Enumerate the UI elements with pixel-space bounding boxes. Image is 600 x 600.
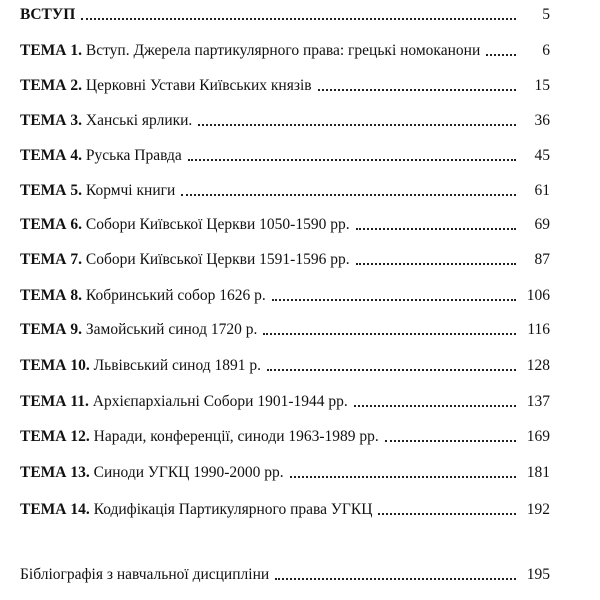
toc-leader-dots [275,578,516,580]
toc-topic-title: Замойський синод 1720 р. [85,321,258,338]
toc-entry-5 [20,178,550,200]
toc-leader-dots [81,18,516,20]
toc-topic-number: ТЕМА 1. [20,42,82,59]
toc-topic-number: ТЕМА 7. [20,251,82,268]
toc-topic-title: Львівський синод 1891 р. [93,357,262,374]
toc-topic-number: ТЕМА 8. [20,287,82,304]
toc-page-number: 5 [542,6,550,23]
toc-entry-10 [20,353,550,375]
toc-topic-title: Собори Київської Церкви 1591-1596 рр. [85,251,350,268]
toc-topic-title: Кобринський собор 1626 р. [85,287,266,304]
toc-page-number: 181 [526,464,550,481]
toc-leader-dots [181,194,516,196]
toc-topic-number: ТЕМА 6. [20,216,82,233]
toc-page-number: 137 [526,393,550,410]
toc-leader-dots [486,54,516,56]
toc-entry-11 [20,389,550,411]
toc-topic-number: ТЕМА 14. [20,501,90,518]
toc-entry-7 [20,247,550,269]
toc-entry-4 [20,143,550,165]
toc-leader-dots [318,89,516,91]
toc-entry-13 [20,460,550,482]
toc-leader-dots [198,124,516,126]
toc-page-number: 15 [534,77,550,94]
toc-page-number: 36 [534,112,550,129]
toc-page-number: 6 [542,42,550,59]
toc-entry-8 [20,283,550,305]
toc-topic-title: Кормчі книги [85,182,176,199]
toc-leader-dots [272,299,516,301]
toc-topic-number: ТЕМА 4. [20,147,82,164]
toc-topic-number: ТЕМА 3. [20,112,82,129]
toc-topic-title: Вступ. Джерела партикулярного права: грецькі номоканони [85,42,481,59]
toc-entry-12 [20,424,550,446]
toc-leader-dots [263,333,516,335]
toc-entry-6 [20,212,550,234]
toc-page-number: 61 [534,182,550,199]
toc-leader-dots [290,476,516,478]
toc-topic-title: Синоди УГКЦ 1990-2000 рр. [93,464,284,481]
toc-topic-title: Церковні Устави Київських князів [85,77,312,94]
toc-leader-dots [356,263,516,265]
toc-bibliography-label: Бібліографія з навчальної дисципліни [20,566,270,583]
toc-entry-bibliography [20,562,550,584]
toc-topic-number: ТЕМА 2. [20,77,82,94]
toc-page-number: 106 [526,287,550,304]
toc-entry-14 [20,497,550,519]
toc-topic-title: Кодифікація Партикулярного права УГКЦ [93,501,373,518]
toc-entry-intro [20,2,550,24]
toc-topic-title: Руська Правда [85,147,182,164]
toc-leader-dots [188,159,516,161]
toc-leader-dots [354,405,516,407]
toc-topic-number: ТЕМА 12. [20,428,90,445]
toc-topic-title: Архієпархіальні Собори 1901-1944 рр. [92,393,348,410]
toc-entry-9 [20,317,550,339]
toc-intro-label: ВСТУП [20,6,76,23]
toc-leader-dots [356,228,516,230]
toc-topic-number: ТЕМА 5. [20,182,82,199]
toc-topic-number: ТЕМА 9. [20,321,82,338]
toc-page-number: 192 [526,501,550,518]
toc-topic-title: Ханські ярлики. [85,112,193,129]
toc-topic-number: ТЕМА 10. [20,357,90,374]
toc-topic-number: ТЕМА 13. [20,464,90,481]
toc-topic-number: ТЕМА 11. [20,393,89,410]
toc-leader-dots [378,513,516,515]
toc-topic-title: Наради, конференції, синоди 1963-1989 рр. [93,428,379,445]
toc-page-number: 169 [526,428,550,445]
toc-page-number: 128 [526,357,550,374]
toc-page-number: 195 [526,566,550,583]
toc-leader-dots [267,369,516,371]
toc-entry-1 [20,38,550,60]
toc-page-number: 116 [527,321,550,338]
toc-page-number: 69 [534,216,550,233]
toc-entry-3 [20,108,550,130]
toc-entry-2 [20,73,550,95]
toc-leader-dots [385,440,516,442]
toc-page-number: 45 [534,147,550,164]
toc-page-number: 87 [534,251,550,268]
toc-topic-title: Собори Київської Церкви 1050-1590 рр. [85,216,350,233]
